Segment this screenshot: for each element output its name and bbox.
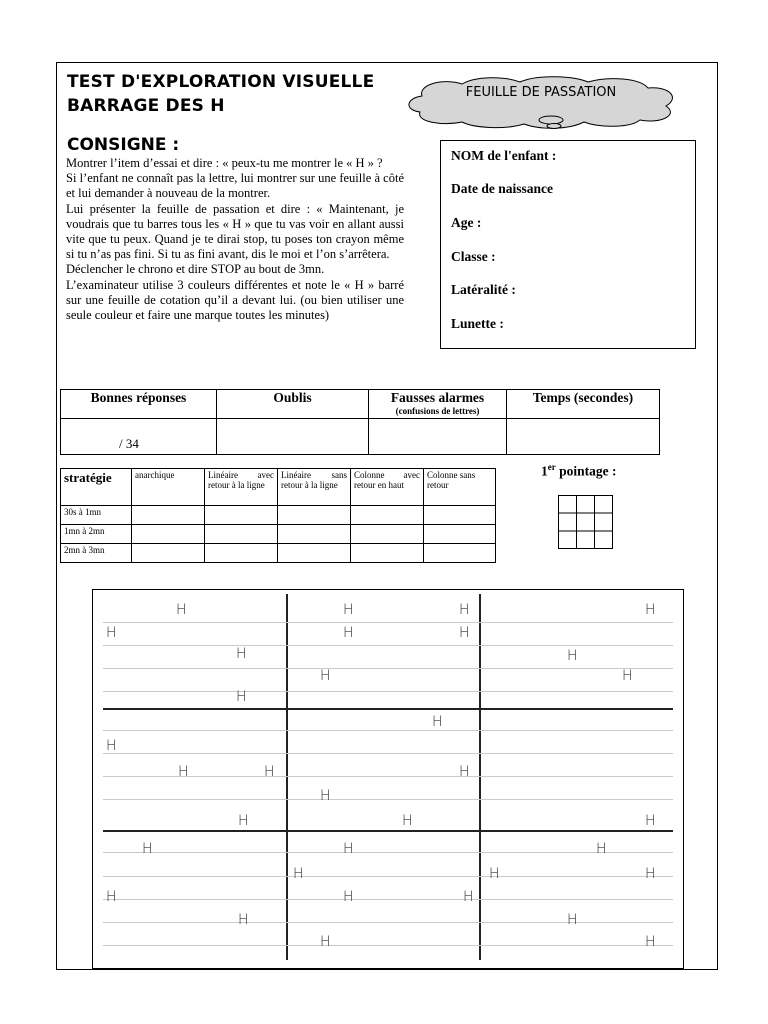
- strategy-table: [60, 468, 496, 563]
- temps-value-cell[interactable]: [507, 419, 660, 455]
- h-target[interactable]: H: [236, 646, 247, 662]
- title-line-1: TEST D'EXPLORATION VISUELLE: [67, 72, 375, 92]
- h-target[interactable]: H: [489, 866, 500, 882]
- h-target[interactable]: H: [176, 602, 187, 618]
- classe-field: Classe :: [451, 249, 496, 264]
- age-field: Age :: [451, 215, 482, 230]
- h-target[interactable]: H: [320, 788, 331, 804]
- pointage-suffix: pointage :: [555, 463, 617, 479]
- strategy-cell[interactable]: [351, 525, 424, 544]
- strategy-cell[interactable]: [205, 506, 278, 525]
- h-target[interactable]: H: [645, 934, 656, 950]
- strategy-cell[interactable]: [351, 544, 424, 563]
- h-target[interactable]: H: [320, 668, 331, 684]
- h-target[interactable]: H: [320, 934, 331, 950]
- h-target[interactable]: H: [645, 602, 656, 618]
- title-line-2: BARRAGE DES H: [67, 96, 225, 116]
- h-target[interactable]: H: [238, 912, 249, 928]
- guide-line: [103, 645, 673, 646]
- birthdate-field: Date de naissance: [451, 181, 553, 196]
- score-header-oublis: Oublis: [217, 390, 369, 419]
- h-target[interactable]: H: [236, 689, 247, 705]
- h-target[interactable]: H: [343, 602, 354, 618]
- strategy-cell[interactable]: [205, 544, 278, 563]
- consigne-paragraph: Déclencher le chrono et dire STOP au bout de 3mn.: [66, 262, 325, 277]
- h-target[interactable]: H: [645, 813, 656, 829]
- h-target[interactable]: H: [106, 889, 117, 905]
- cloud-label: FEUILLE DE PASSATION: [465, 85, 617, 100]
- strategy-cell[interactable]: [278, 506, 351, 525]
- guide-line: [103, 730, 673, 731]
- h-target[interactable]: H: [343, 625, 354, 641]
- strategy-cell[interactable]: [132, 525, 205, 544]
- h-target[interactable]: H: [238, 813, 249, 829]
- strategy-row-label: 30s à 1mn: [61, 506, 132, 525]
- bonnes-value: / 34: [119, 436, 139, 451]
- strategy-col-lineaire-sans: Linéaire sans retour à la ligne: [278, 469, 351, 506]
- strategy-col-colonne-sans: Colonne sans retour: [424, 469, 496, 506]
- consigne-heading: CONSIGNE :: [67, 135, 180, 155]
- guide-line: [103, 922, 673, 923]
- h-target[interactable]: H: [622, 668, 633, 684]
- strategy-cell[interactable]: [424, 544, 496, 563]
- consigne-paragraph: Lui présenter la feuille de passation et dire : « Maintenant, je voudrais que tu barres tous les « H » que tu vas voir en allant aussi vite que tu peux. Quand je te dirai stop, tu poses ton crayon même si tu n’as pas fini. Si tu as fini avant, dis le moi et l’on s’arrêtera.: [66, 201, 404, 262]
- h-target[interactable]: H: [106, 738, 117, 754]
- bonnes-value-cell[interactable]: [61, 419, 217, 455]
- strategy-cell[interactable]: [132, 506, 205, 525]
- h-target[interactable]: H: [596, 841, 607, 857]
- strategy-cell[interactable]: [278, 525, 351, 544]
- lunette-field: Lunette :: [451, 316, 504, 331]
- score-table: [60, 389, 660, 455]
- h-search-grid: [92, 589, 684, 969]
- lateralite-field: Latéralité :: [451, 282, 516, 297]
- section-divider: [103, 830, 673, 832]
- guide-line: [103, 852, 673, 853]
- pointage-prefix: 1: [541, 463, 548, 479]
- strategy-cell[interactable]: [205, 525, 278, 544]
- h-target[interactable]: H: [264, 764, 275, 780]
- fausses-label: Fausses alarmes: [390, 390, 485, 405]
- strategy-col-colonne-avec: Colonne avec retour en haut: [351, 469, 424, 506]
- guide-line: [103, 899, 673, 900]
- fausses-sublabel: (confusions de lettres): [395, 406, 480, 416]
- score-header-fausses: [369, 390, 507, 419]
- score-header-bonnes: Bonnes réponses: [61, 390, 217, 419]
- strategy-cell[interactable]: [351, 506, 424, 525]
- consigne-paragraph: L’examinateur utilise 3 couleurs différentes et note le « H » barré sur une feuille de cotation qu’il a devant lui. (ou bien utiliser une seule couleur et faire une marque toutes les minutes): [66, 277, 404, 323]
- score-header-temps: Temps (secondes): [507, 390, 660, 419]
- h-target[interactable]: H: [343, 841, 354, 857]
- strategy-row-label: 1mn à 2mn: [61, 525, 132, 544]
- guide-line: [103, 799, 673, 800]
- guide-line: [103, 876, 673, 877]
- page-title: [67, 70, 374, 118]
- h-target[interactable]: H: [178, 764, 189, 780]
- h-target[interactable]: H: [142, 841, 153, 857]
- h-target[interactable]: H: [645, 866, 656, 882]
- child-info-box: [440, 140, 696, 349]
- strategy-label: stratégie: [61, 469, 132, 506]
- guide-line: [103, 691, 673, 692]
- consigne-paragraph: Montrer l’item d’essai et dire : « peux-tu me montrer le « H » ?: [66, 156, 383, 170]
- pointage-grid[interactable]: [558, 495, 613, 549]
- h-target[interactable]: H: [459, 602, 470, 618]
- pointage-sup: er: [547, 462, 556, 472]
- strategy-col-anarchique: anarchique: [132, 469, 205, 506]
- guide-line: [103, 668, 673, 669]
- h-target[interactable]: H: [459, 625, 470, 641]
- h-target[interactable]: H: [567, 912, 578, 928]
- strategy-cell[interactable]: [278, 544, 351, 563]
- strategy-col-lineaire-avec: Linéaire avec retour à la ligne: [205, 469, 278, 506]
- pointage-label: [541, 462, 617, 480]
- consigne-paragraph: Si l’enfant ne connaît pas la lettre, lui montrer sur une feuille à côté et lui demander à nouveau de la montrer.: [66, 171, 404, 201]
- guide-line: [103, 945, 673, 946]
- guide-line: [103, 622, 673, 623]
- strategy-cell[interactable]: [424, 525, 496, 544]
- section-divider: [479, 594, 481, 960]
- strategy-cell[interactable]: [424, 506, 496, 525]
- guide-line: [103, 753, 673, 754]
- h-target[interactable]: H: [402, 813, 413, 829]
- h-target[interactable]: H: [106, 625, 117, 641]
- nom-field: NOM de l'enfant :: [451, 148, 557, 163]
- h-target[interactable]: H: [463, 889, 474, 905]
- strategy-row-label: 2mn à 3mn: [61, 544, 132, 563]
- h-target[interactable]: H: [459, 764, 470, 780]
- section-divider: [103, 708, 673, 710]
- section-divider: [286, 594, 288, 960]
- fausses-value-cell[interactable]: [369, 419, 507, 455]
- h-target[interactable]: H: [432, 714, 443, 730]
- h-target[interactable]: H: [343, 889, 354, 905]
- h-target[interactable]: H: [567, 648, 578, 664]
- strategy-cell[interactable]: [132, 544, 205, 563]
- oublis-value-cell[interactable]: [217, 419, 369, 455]
- h-target[interactable]: H: [293, 866, 304, 882]
- consigne-text: [66, 156, 404, 323]
